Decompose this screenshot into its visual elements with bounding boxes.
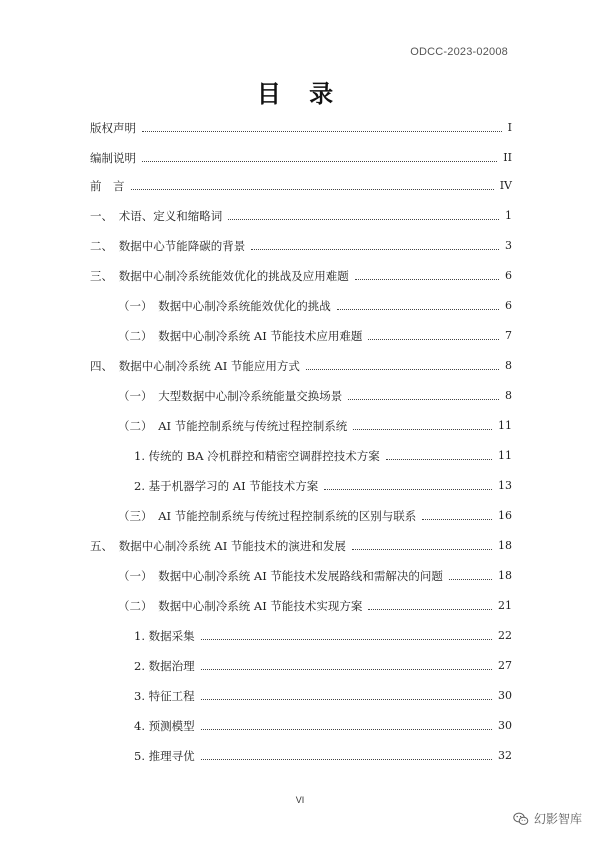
toc-entry-page: 7 <box>505 329 512 342</box>
toc-entry-label: 2. 数据治理 <box>134 659 195 673</box>
toc-entry-label: 五、 数据中心制冷系统 AI 节能技术的演进和发展 <box>90 539 346 553</box>
watermark-text: 幻影智库 <box>533 812 582 826</box>
toc-entry[interactable] <box>134 716 512 736</box>
toc-entry-label: （一） 大型数据中心制冷系统能量交换场景 <box>118 389 343 403</box>
document-id: ODCC-2023-02008 <box>410 46 508 58</box>
toc-entry-page: 32 <box>498 749 512 762</box>
toc-entry[interactable] <box>90 356 512 376</box>
toc-entry-label: 5. 推理寻优 <box>134 749 195 763</box>
dot-leader <box>337 308 499 310</box>
dot-leader <box>201 698 492 700</box>
toc-entry[interactable] <box>90 236 512 256</box>
dot-leader <box>142 160 497 162</box>
toc-entry-page: 6 <box>505 299 512 312</box>
dot-leader <box>353 428 492 430</box>
toc-entry[interactable] <box>134 476 512 496</box>
dot-leader <box>201 758 492 760</box>
toc-entry-label: 前 言 <box>90 179 125 193</box>
dot-leader <box>306 368 499 370</box>
toc-entry-label: （二） 数据中心制冷系统 AI 节能技术应用难题 <box>118 329 363 343</box>
toc-entry-page: I <box>507 121 512 134</box>
wechat-icon <box>513 812 529 826</box>
toc-entry[interactable] <box>90 206 512 226</box>
dot-leader <box>142 130 502 132</box>
page-number: VI <box>295 795 305 805</box>
dot-leader <box>348 398 499 400</box>
toc-entry-label: （一） 数据中心制冷系统能效优化的挑战 <box>118 299 331 313</box>
toc-entry-label: 二、 数据中心节能降碳的背景 <box>90 239 246 253</box>
toc-entry[interactable] <box>134 626 512 646</box>
toc-entry-page: IV <box>499 179 512 192</box>
dot-leader <box>368 338 499 340</box>
toc-entry-page: 30 <box>498 719 512 732</box>
toc-entry[interactable] <box>90 176 512 196</box>
toc-entry-label: （三） AI 节能控制系统与传统过程控制系统的区别与联系 <box>118 509 417 523</box>
dot-leader <box>201 728 492 730</box>
toc-entry[interactable] <box>90 536 512 556</box>
dot-leader <box>355 278 499 280</box>
toc-entry-page: 8 <box>505 359 512 372</box>
toc-entry-page: 21 <box>498 599 512 612</box>
toc-entry-label: 编制说明 <box>90 151 136 165</box>
dot-leader <box>131 188 494 190</box>
toc-entry[interactable] <box>90 266 512 286</box>
toc-entry-label: 四、 数据中心制冷系统 AI 节能应用方式 <box>90 359 300 373</box>
dot-leader <box>251 248 499 250</box>
toc-entry-label: 3. 特征工程 <box>134 689 195 703</box>
toc-entry[interactable] <box>118 416 512 436</box>
toc-entry-label: 1. 传统的 BA 冷机群控和精密空调群控技术方案 <box>134 449 380 463</box>
toc-entry-label: 1. 数据采集 <box>134 629 195 643</box>
toc-entry-label: （一） 数据中心制冷系统 AI 节能技术发展路线和需解决的问题 <box>118 569 443 583</box>
dot-leader <box>201 668 492 670</box>
toc-entry[interactable] <box>118 386 512 406</box>
toc-entry-page: 18 <box>498 539 512 552</box>
toc-entry-page: 1 <box>505 209 512 222</box>
toc-entry-page: 8 <box>505 389 512 402</box>
dot-leader <box>368 608 492 610</box>
toc-entry-label: 版权声明 <box>90 121 136 135</box>
toc-entry-page: 18 <box>498 569 512 582</box>
dot-leader <box>386 458 492 460</box>
toc-entry[interactable] <box>118 326 512 346</box>
toc-entry[interactable] <box>90 118 512 138</box>
toc-entry-page: 3 <box>505 239 512 252</box>
page-title: 目 录 <box>256 80 344 108</box>
toc-entry[interactable] <box>118 506 512 526</box>
toc-entry-page: 22 <box>498 629 512 642</box>
toc-entry-label: 一、 术语、定义和缩略词 <box>90 209 223 223</box>
dot-leader <box>201 638 492 640</box>
dot-leader <box>352 548 492 550</box>
toc-entry-page: 30 <box>498 689 512 702</box>
toc-entry[interactable] <box>134 686 512 706</box>
dot-leader <box>449 578 492 580</box>
toc-entry[interactable] <box>134 746 512 766</box>
dot-leader <box>228 218 499 220</box>
dot-leader <box>324 488 492 490</box>
toc-entry-label: 三、 数据中心制冷系统能效优化的挑战及应用难题 <box>90 269 349 283</box>
toc-entry[interactable] <box>118 296 512 316</box>
toc-entry-page: 16 <box>498 509 512 522</box>
toc-entry-page: 6 <box>505 269 512 282</box>
toc-entry-page: 13 <box>498 479 512 492</box>
toc-entry[interactable] <box>118 596 512 616</box>
toc-entry[interactable] <box>134 656 512 676</box>
toc-entry-label: 4. 预测模型 <box>134 719 195 733</box>
toc-entry-page: 27 <box>498 659 512 672</box>
toc-entry-label: （二） AI 节能控制系统与传统过程控制系统 <box>118 419 348 433</box>
toc-entry[interactable] <box>90 148 512 168</box>
toc-entry-page: II <box>503 151 512 164</box>
dot-leader <box>422 518 492 520</box>
toc-entry-page: 11 <box>498 449 512 462</box>
toc-entry-page: 11 <box>498 419 512 432</box>
toc-entry-label: 2. 基于机器学习的 AI 节能技术方案 <box>134 479 319 493</box>
toc-entry[interactable] <box>118 566 512 586</box>
toc-entry[interactable] <box>134 446 512 466</box>
watermark <box>513 810 582 827</box>
toc-entry-label: （二） 数据中心制冷系统 AI 节能技术实现方案 <box>118 599 363 613</box>
